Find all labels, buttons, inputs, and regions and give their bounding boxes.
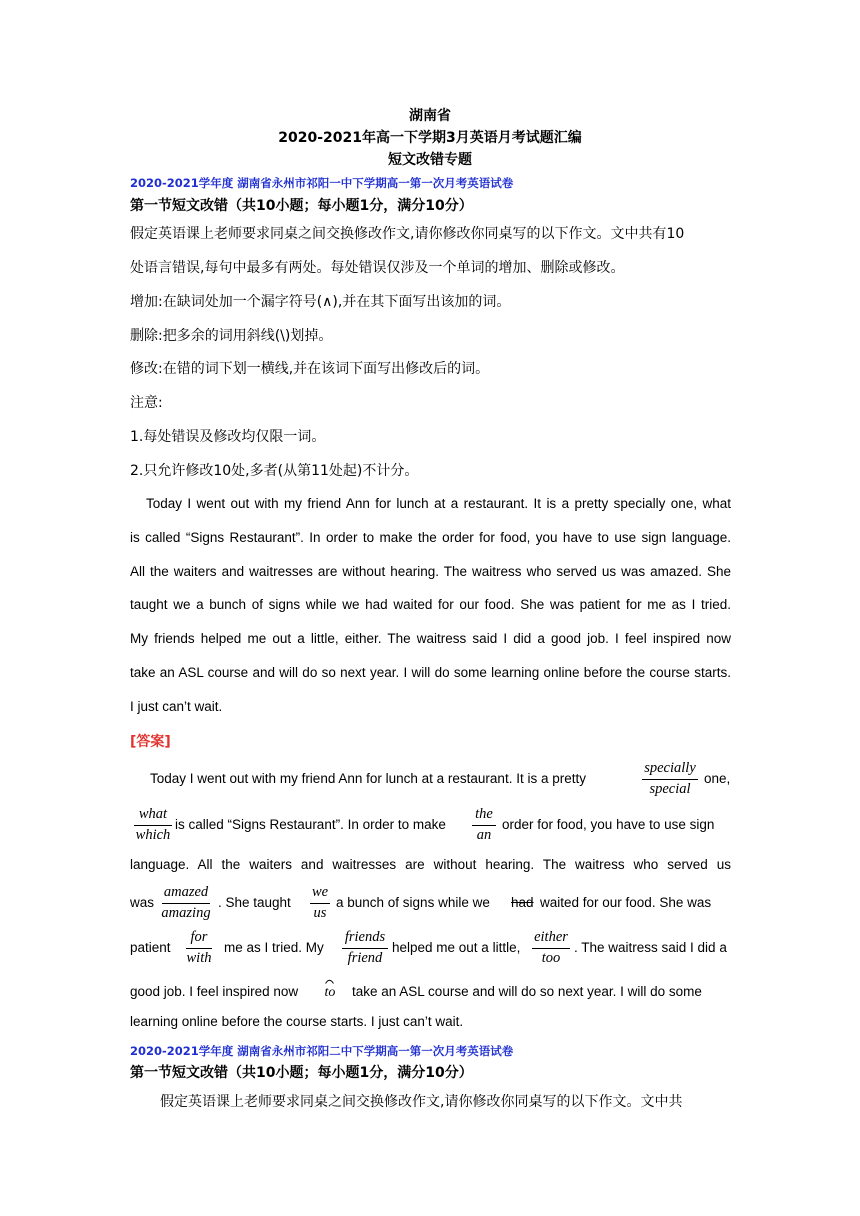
correction-mark xyxy=(306,881,334,925)
answer-line xyxy=(130,970,731,1014)
answer-text: is called “Signs Restaurant”. In order to make xyxy=(175,817,446,832)
corrected-word: us xyxy=(313,905,327,921)
instruction-line: 1.每处错误及修改均仅限一词。 xyxy=(130,429,326,445)
answer-text: me as I tried. My xyxy=(224,940,324,955)
wrong-word: what xyxy=(138,806,168,822)
passage-line: All the waiters and waitresses are without hearing. The waitress who served us was amazed. She xyxy=(130,564,731,579)
corrected-word: with xyxy=(186,950,212,966)
answer-label: [答案] xyxy=(130,734,171,750)
header-subtitle: 短文改错专题 xyxy=(388,152,472,168)
correction-mark xyxy=(338,926,392,970)
instruction-line: 2.只允许修改10处,多者(从第11处起)不计分。 xyxy=(130,463,419,479)
exam1-section-heading: 第一节短文改错（共10小题；每小题1分，满分10分） xyxy=(130,198,473,214)
wrong-word: friends xyxy=(344,929,386,945)
instruction-line: 删除:把多余的词用斜线(\)划掉。 xyxy=(130,328,333,344)
answer-line xyxy=(130,926,731,970)
answer-text: Today I went out with my friend Ann for lunch at a restaurant. It is a pretty xyxy=(150,771,586,786)
answer-text: a bunch of signs while we xyxy=(336,895,490,910)
corrected-word: friend xyxy=(347,950,383,966)
exam2-source: 2020-2021学年度 湖南省永州市祁阳二中下学期高一第一次月考英语试卷 xyxy=(130,1044,514,1058)
correction-mark xyxy=(130,803,176,847)
exam2-section-heading: 第一节短文改错（共10小题；每小题1分，满分10分） xyxy=(130,1065,473,1081)
passage-line: Today I went out with my friend Ann for lunch at a restaurant. It is a pretty specially one, what xyxy=(146,496,731,511)
correction-mark xyxy=(528,926,574,970)
passage-line: My friends helped me out a little, either. The waitress said I did a good job. I feel inspired now xyxy=(130,631,731,646)
answer-text: waited for our food. She was xyxy=(540,895,712,910)
answer-text: order for food, you have to use sign xyxy=(502,817,715,832)
passage-line: take an ASL course and will do so next year. I will do some learning online before the course starts. xyxy=(130,665,731,680)
instruction-line: 注意: xyxy=(130,395,163,411)
answer-text: . She taught xyxy=(218,895,291,910)
answer-text: patient xyxy=(130,940,171,955)
answer-line: learning online before the course starts. I just can’t wait. xyxy=(130,1014,464,1029)
instruction-line: 假定英语课上老师要求同桌之间交换修改作文,请你修改你同桌写的以下作文。文中共有10 xyxy=(130,226,685,242)
corrected-word: too xyxy=(541,950,561,966)
correction-mark xyxy=(182,926,216,970)
passage-line: taught we a bunch of signs while we had waited for our food. She was patient for me as I tried. xyxy=(130,597,731,612)
answer-text: helped me out a little, xyxy=(392,940,521,955)
instruction-line: 增加:在缺词处加一个漏字符号(∧),并在其下面写出该加的词。 xyxy=(130,294,511,310)
answer-line: language. All the waiters and waitresses are without hearing. The waitress who served us xyxy=(130,857,731,872)
wrong-word: amazed xyxy=(163,884,209,900)
corrected-word: which xyxy=(135,827,171,843)
passage-line: I just can’t wait. xyxy=(130,699,223,714)
wrong-word: we xyxy=(311,884,329,900)
exam1-source: 2020-2021学年度 湖南省永州市祁阳一中下学期高一第一次月考英语试卷 xyxy=(130,176,514,190)
wrong-word: the xyxy=(475,806,493,822)
insertion-mark xyxy=(320,970,340,1014)
corrected-word: an xyxy=(476,827,492,843)
answer-text: good job. I feel inspired now xyxy=(130,984,299,999)
corrected-word: amazing xyxy=(161,905,211,921)
answer-line xyxy=(130,803,731,847)
wrong-word: either xyxy=(534,929,568,945)
correction-mark xyxy=(468,803,500,847)
header-title: 2020-2021年高一下学期3月英语月考试题汇编 xyxy=(278,130,582,146)
answer-text: take an ASL course and will do so next year. I will do some xyxy=(352,984,702,999)
header-province: 湖南省 xyxy=(409,108,451,124)
inserted-word: to xyxy=(324,985,336,1000)
instruction-line: 处语言错误,每句中最多有两处。每处错误仅涉及一个单词的增加、删除或修改。 xyxy=(130,260,625,276)
answer-text: . The waitress said I did a xyxy=(574,940,727,955)
wrong-word: specially xyxy=(644,760,696,776)
wrong-word: for xyxy=(190,929,208,945)
answer-line xyxy=(130,757,731,801)
correction-mark xyxy=(638,757,702,801)
correction-mark xyxy=(158,881,214,925)
instruction-line: 修改:在错的词下划一横线,并在该词下面写出修改后的词。 xyxy=(130,361,490,377)
answer-text: one, xyxy=(704,771,731,786)
passage-line: is called “Signs Restaurant”. In order to make the order for food, you have to use sign language. xyxy=(130,530,731,545)
answer-line xyxy=(130,881,731,925)
instruction-line: 假定英语课上老师要求同桌之间交换修改作文,请你修改你同桌写的以下作文。文中共 xyxy=(160,1094,683,1110)
corrected-word: special xyxy=(649,781,691,797)
deleted-word: had xyxy=(511,895,534,910)
answer-text: was xyxy=(130,895,155,910)
